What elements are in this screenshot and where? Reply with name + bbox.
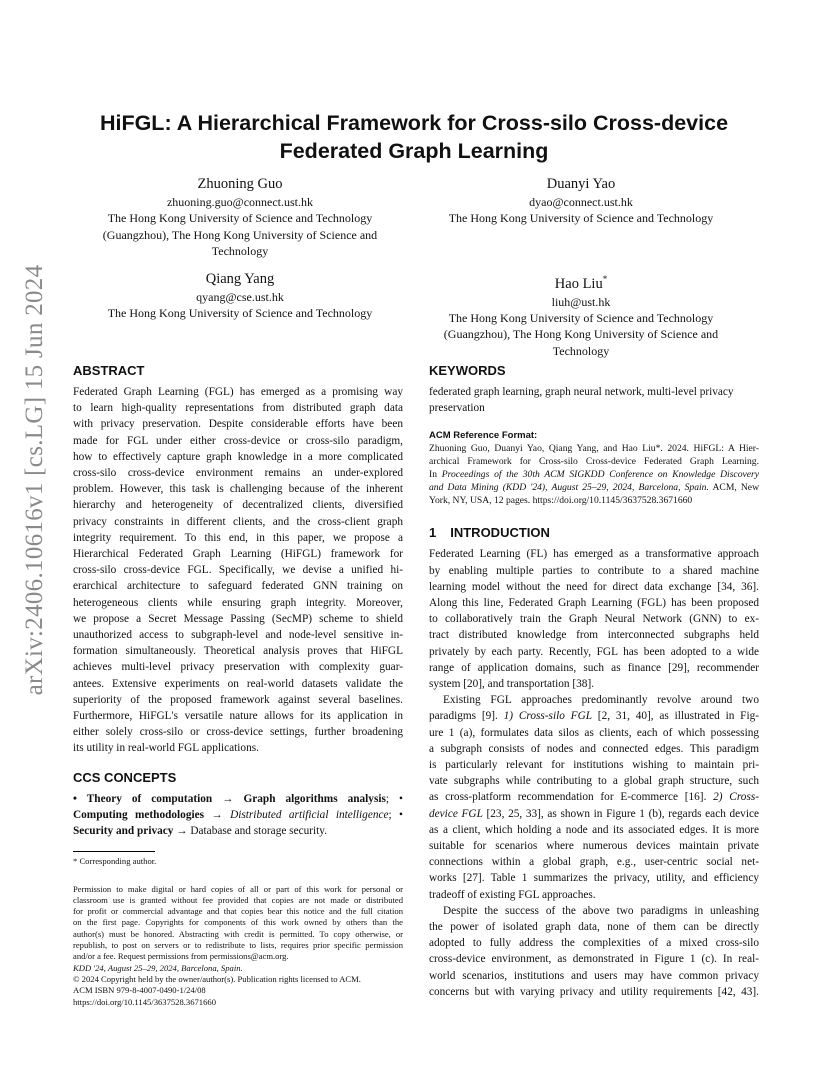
author-affiliation: Technology bbox=[552, 343, 610, 358]
body-text: [23, 25, 33], as shown in Figure 1 (b), regards each device bbox=[482, 807, 759, 820]
body-line: connections within a global graph, e.g., user-centric social net- bbox=[429, 856, 759, 869]
isbn-line: ACM ISBN 979-8-4007-0490-1/24/08 bbox=[73, 985, 206, 996]
body-line: by enabling multiple parties to contribute to a shared machine bbox=[429, 564, 759, 577]
abstract-line: Hierarchical Federated Graph Learning (HiFGL) framework for bbox=[73, 548, 403, 561]
body-line: suitable for scenarios where numerous devices maintain private bbox=[429, 840, 759, 853]
body-line: ure 1 (a), formulates data silos as clients, each of which possessing bbox=[429, 726, 759, 739]
corresponding-footnote: * Corresponding author. bbox=[73, 856, 157, 867]
permission-line: classroom use is granted without fee provided that copies are not made or distributed bbox=[73, 894, 403, 905]
abstract-line: cross-silo cross-device FGL. Specifically, we devise a unified hi- bbox=[73, 564, 403, 577]
paragraph bbox=[429, 903, 759, 1000]
permission-line: republish, to post on servers or to redistribute to lists, requires prior specific permission bbox=[73, 940, 403, 951]
author-email: zhuoning.guo@connect.ust.hk bbox=[166, 195, 314, 209]
acm-reference-heading: ACM Reference Format: bbox=[429, 430, 538, 442]
acm-ref-line: Zhuoning Guo, Duanyi Yao, Qiang Yang, and Hao Liu*. 2024. HiFGL: A Hier- bbox=[429, 443, 759, 455]
ccs-line bbox=[73, 791, 403, 807]
body-line: tradeoff of existing FGL approaches. bbox=[429, 888, 596, 901]
body-line: a subgraph consists of nodes and connected edges. This paradigm bbox=[429, 742, 759, 755]
abstract-line: Federated Graph Learning (FGL) has emerged as a promising way bbox=[73, 386, 403, 398]
author-name: Hao Liu bbox=[554, 275, 603, 292]
ccs-term: Database and storage security. bbox=[190, 825, 328, 838]
body-line: is particularly relevant for institutions wishing to maintain pri- bbox=[429, 759, 759, 772]
ccs-arrow: → bbox=[212, 792, 244, 805]
author-block bbox=[75, 269, 405, 322]
author-affiliation: The Hong Kong University of Science and Technology bbox=[448, 211, 714, 226]
line-group bbox=[429, 725, 759, 790]
acm-reference bbox=[429, 429, 759, 507]
right-column bbox=[429, 362, 759, 1000]
body-text: [2, 31, 40], as illustrated in Fig- bbox=[592, 710, 760, 723]
footnote-rule bbox=[73, 851, 155, 852]
abstract-line: hierarchy and heterogeneity of decentralized clients, diversified bbox=[73, 499, 403, 512]
keywords-body bbox=[429, 384, 759, 416]
ccs-term: Security and privacy bbox=[73, 825, 174, 838]
author-email: dyao@connect.ust.hk bbox=[529, 195, 633, 209]
permission-line: and/or a fee. Request permissions from permissions@acm.org. bbox=[73, 951, 289, 962]
author-affiliation: (Guangzhou), The Hong Kong University of Science and bbox=[102, 227, 378, 242]
abstract-line: heterogeneous clients while ensuring graph integrity. Moreover, bbox=[73, 596, 403, 609]
acm-ref-text: ACM, New bbox=[708, 482, 759, 494]
section-title: INTRODUCTION bbox=[450, 525, 550, 541]
ccs-term: • Theory of computation bbox=[73, 792, 213, 805]
keywords-line: federated graph learning, graph neural network, multi-level privacy bbox=[429, 386, 734, 398]
left-column bbox=[73, 362, 403, 1008]
acm-ref-line: York, NY, USA, 12 pages. https://doi.org/10.1145/3637528.3671660 bbox=[429, 495, 693, 507]
paragraph bbox=[429, 546, 759, 692]
abstract-line: with privacy preservation. Despite considerable efforts have been bbox=[73, 418, 403, 431]
author-name-line bbox=[416, 269, 746, 294]
body-text: paradigms [9]. bbox=[429, 710, 504, 723]
acm-ref-line bbox=[429, 481, 759, 494]
body-line: works [27]. Table 1 summarizes the privacy, utility, and efficiency bbox=[429, 872, 759, 885]
body-text: as cross-platform recommendation for E-commerce [16]. bbox=[429, 791, 714, 804]
arxiv-stamp bbox=[0, 0, 70, 1072]
keywords-heading: KEYWORDS bbox=[429, 363, 506, 378]
acm-ref-line bbox=[429, 468, 759, 481]
ccs-heading: CCS CONCEPTS bbox=[73, 769, 177, 785]
abstract-line: erarchical architecture to safeguard federated GNN training on bbox=[73, 580, 403, 593]
permission-line: for profit or commercial advantage and that copies bear this notice and the full citation bbox=[73, 906, 403, 917]
body-line: world scenarios, institutions and users may have common privacy bbox=[429, 969, 759, 982]
ccs-term: Computing methodologies bbox=[73, 808, 205, 821]
author-affiliation: (Guangzhou), The Hong Kong University of Science and bbox=[443, 327, 719, 342]
author-email: qyang@cse.ust.hk bbox=[196, 290, 284, 304]
abstract-line: achieves multi-level privacy preservation with complexity guar- bbox=[73, 661, 403, 674]
author-block bbox=[75, 174, 405, 259]
author-block bbox=[416, 269, 746, 359]
body-italic: 1) Cross-silo FGL bbox=[503, 710, 593, 723]
paragraph bbox=[429, 692, 759, 903]
section-number: 1 bbox=[429, 525, 437, 541]
title-line: Federated Graph Learning bbox=[279, 139, 549, 163]
abstract-heading: ABSTRACT bbox=[73, 363, 145, 378]
body-line: tract distributed knowledge from interconnected subgraphs held bbox=[429, 629, 759, 642]
body-line: vate subgraphs while contributing to a global graph structure, such bbox=[429, 775, 759, 788]
acm-ref-italic: Proceedings of the 30th ACM SIGKDD Conference on Knowledge Discovery bbox=[441, 469, 759, 481]
author-affiliation: The Hong Kong University of Science and Technology bbox=[107, 306, 373, 321]
abstract-body bbox=[73, 384, 403, 757]
ccs-arrow: → bbox=[204, 808, 231, 821]
author-name: Duanyi Yao bbox=[546, 176, 616, 192]
ccs-term: Graph algorithms analysis bbox=[243, 792, 386, 805]
doi-line: https://doi.org/10.1145/3637528.3671660 bbox=[73, 996, 216, 1007]
copyright-line: © 2024 Copyright held by the owner/author(s). Publication rights licensed to ACM. bbox=[73, 973, 361, 984]
body-line: Federated Learning (FL) has emerged as a transformative approach bbox=[429, 548, 759, 561]
abstract-line: privacy constraints in different clients, and the cross-client graph bbox=[73, 515, 403, 528]
title-line: HiFGL: A Hierarchical Framework for Cross-silo Cross-device bbox=[99, 111, 729, 135]
abstract-line: unauthorized access to subgraph-level and node-level sensitive in- bbox=[73, 629, 403, 642]
author-email: liuh@ust.hk bbox=[551, 294, 611, 309]
body-line bbox=[429, 708, 759, 724]
body-line: to collaboratively train the Graph Neural Network (GNN) to ex- bbox=[429, 613, 759, 626]
ccs-concepts bbox=[73, 791, 403, 840]
abstract-line: cross-silo cross-device environment remains an under-explored bbox=[73, 467, 403, 480]
permission-line: author(s) must be honored. Abstracting with credit is permitted. To copy otherwise, or bbox=[73, 928, 403, 939]
body-line: Despite the success of the above two paradigms in unleashing bbox=[443, 904, 759, 917]
abstract-line: to learn high-quality representations from distributed graph data bbox=[73, 402, 403, 415]
body-line bbox=[429, 789, 759, 805]
line-group bbox=[429, 822, 759, 903]
introduction-body bbox=[429, 546, 759, 1000]
ccs-line bbox=[73, 823, 403, 839]
body-line: Along this line, Federated Graph Learning (FGL) has been proposed bbox=[429, 597, 759, 610]
author-affiliation: Technology bbox=[211, 243, 269, 258]
permission-block bbox=[73, 884, 403, 963]
body-italic: device FGL bbox=[429, 807, 483, 820]
abstract-line: made for FGL under either cross-device or cross-silo paradigm, bbox=[73, 434, 403, 447]
body-line: learning model without the need for direct data exchange [34, 36]. bbox=[429, 580, 759, 593]
body-line: cross-device environment, as demonstrated in Figure 1 (c). In real- bbox=[429, 953, 759, 966]
body-line: as a client, which holding a node and its associated edges. It is more bbox=[429, 823, 759, 836]
acm-ref-italic: and Data Mining (KDD '24), August 25–29, 2024, Barcelona, Spain. bbox=[429, 482, 709, 494]
author-affiliation: The Hong Kong University of Science and Technology bbox=[107, 211, 373, 226]
acm-ref-line: archical Framework for Cross-silo Cross-device Federated Graph Learning. bbox=[429, 456, 759, 468]
venue-line: KDD '24, August 25–29, 2024, Barcelona, Spain. bbox=[73, 962, 243, 973]
acm-reference-body bbox=[429, 442, 759, 507]
author-block bbox=[416, 174, 746, 227]
body-line: range of application domains, such as finance [29], recommender bbox=[429, 661, 759, 674]
abstract-line: either solely cross-silo or cross-device settings, further broadening bbox=[73, 726, 403, 739]
body-italic: 2) Cross- bbox=[713, 791, 760, 804]
body-line: system [20], and transportation [38]. bbox=[429, 678, 595, 691]
arxiv-identifier: arXiv:2406.10616v1 [cs.LG] 15 Jun 2024 bbox=[21, 264, 48, 696]
author-affiliation: The Hong Kong University of Science and Technology bbox=[448, 311, 714, 326]
abstract-line: problem. However, this task is challenging because of the inherent bbox=[73, 483, 403, 496]
ccs-arrow: → bbox=[173, 825, 191, 838]
ccs-sep: ; • bbox=[388, 808, 403, 821]
abstract-line: formation simultaneously. Theoretical analysis proves that HiFGL bbox=[73, 645, 403, 658]
abstract-line: superiority of the proposed framework against several baselines. bbox=[73, 693, 403, 706]
abstract-line: Furthermore, HiFGL's versatile nature allows for its application in bbox=[73, 710, 403, 723]
introduction-heading bbox=[429, 524, 759, 542]
ccs-line bbox=[73, 807, 403, 823]
author-name: Zhuoning Guo bbox=[197, 176, 283, 192]
body-line: adopted to fully address the complexities of a mixed cross-silo bbox=[429, 937, 759, 950]
author-name: Qiang Yang bbox=[205, 271, 275, 287]
body-line: the power of isolated graph data, none of them can be directly bbox=[429, 921, 759, 934]
permission-line: Permission to make digital or hard copies of all or part of this work for personal or bbox=[73, 883, 403, 894]
abstract-line: its utility in real-world FGL applications. bbox=[73, 742, 259, 755]
acm-ref-text: In bbox=[429, 469, 442, 481]
body-line: privately by each party. Recently, FGL has been adopted to a wide bbox=[429, 645, 759, 658]
body-line: Existing FGL approaches predominantly revolve around two bbox=[443, 694, 759, 707]
keywords-line: preservation bbox=[429, 402, 485, 415]
permission-line: on the first page. Copyrights for components of this work owned by others than the bbox=[73, 917, 403, 928]
abstract-line: we propose a Secret Message Passing (SecMP) scheme to shield bbox=[73, 612, 403, 625]
body-line: concerns but with varying privacy and utility requirements [42, 43]. bbox=[429, 985, 759, 998]
ccs-term: Distributed artificial intelligence bbox=[230, 808, 389, 821]
abstract-line: antees. Extensive experiments on real-world datasets validate the bbox=[73, 677, 403, 690]
corresponding-mark: * bbox=[602, 274, 608, 284]
ccs-sep: ; • bbox=[385, 792, 403, 805]
paper-title bbox=[75, 109, 753, 165]
body-line bbox=[429, 806, 759, 822]
abstract-line: how to effectively capture graph knowledge in a more complicated bbox=[73, 450, 403, 463]
abstract-line: integrity requirement. To this end, in this paper, we propose a bbox=[73, 531, 403, 544]
